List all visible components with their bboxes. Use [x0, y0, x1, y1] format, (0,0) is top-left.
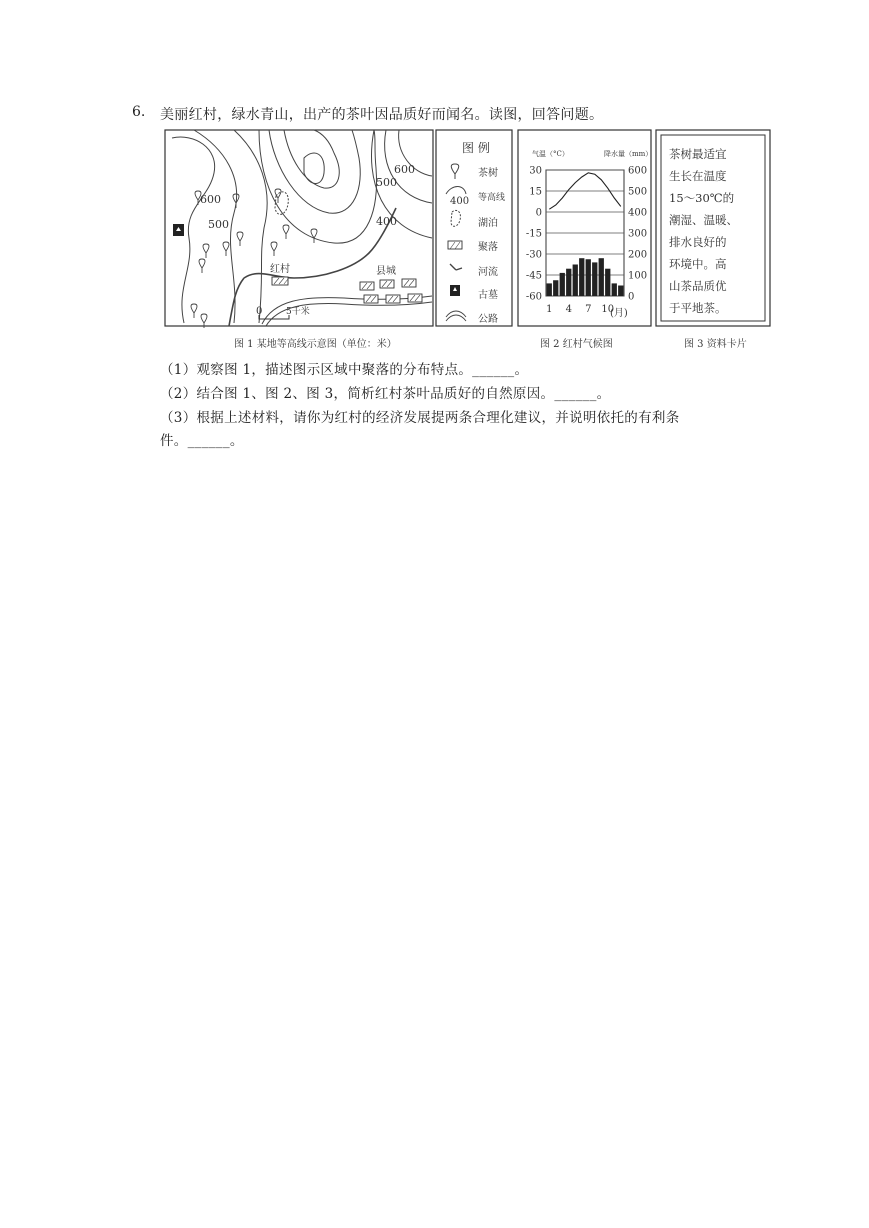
- scale-zero: 0: [256, 306, 263, 317]
- x-axis-unit: (月): [610, 308, 628, 319]
- contour-label: 500: [376, 176, 397, 189]
- x-tick-label: 10: [601, 304, 615, 315]
- contour-label: 600: [200, 193, 221, 206]
- y-left-tick-label: 30: [529, 165, 542, 177]
- legend-panel: [436, 130, 512, 326]
- y-right-axis-title: 降水量（mm）: [604, 150, 653, 158]
- legend-contour-value: 400: [450, 196, 470, 207]
- figure-group: [164, 128, 772, 354]
- precipitation-bar: [566, 269, 571, 296]
- y-right-tick-label: 300: [628, 228, 648, 240]
- precipitation-bar: [560, 273, 565, 296]
- county-label: 县城: [376, 266, 396, 277]
- subquestion-1: （1）观察图 1，描述图示区域中聚落的分布特点。______。: [160, 362, 529, 378]
- legend-label: 等高线: [478, 193, 506, 203]
- precipitation-bar: [618, 286, 623, 297]
- y-right-tick-label: 0: [628, 291, 635, 303]
- y-left-tick-label: -60: [525, 291, 542, 303]
- figure-2-climate-chart: [518, 130, 652, 326]
- y-right-tick-label: 500: [628, 186, 648, 198]
- y-left-tick-label: -30: [525, 249, 542, 261]
- card-line: 于平地茶。: [669, 301, 727, 315]
- y-left-tick-label: -45: [525, 270, 542, 282]
- figure-3-info-card: [656, 130, 770, 326]
- legend-label: 聚落: [478, 242, 498, 253]
- legend-label: 古墓: [478, 290, 498, 301]
- subquestion-3-continued: 件。______。: [160, 433, 244, 449]
- card-line: 环境中。高: [669, 257, 727, 271]
- y-right-tick-label: 200: [628, 249, 648, 261]
- legend-title: 图 例: [462, 141, 490, 155]
- precipitation-bar: [553, 280, 558, 296]
- y-right-tick-label: 100: [628, 270, 648, 282]
- x-tick-label: 4: [565, 304, 572, 315]
- contour-label: 400: [376, 215, 397, 228]
- village-label: 红村: [270, 264, 290, 275]
- precipitation-bar: [573, 265, 578, 297]
- card-line: 15～30℃的: [669, 191, 735, 205]
- card-line: 茶树最适宜: [669, 147, 727, 161]
- subquestion-2: （2）结合图 1、图 2、图 3，简析红村茶叶品质好的自然原因。______。: [160, 386, 611, 402]
- subquestion-3: （3）根据上述材料，请你为红村的经济发展提两条合理化建议，并说明依托的有利条: [160, 410, 680, 426]
- precipitation-bar: [586, 259, 591, 296]
- legend-label: 公路: [478, 314, 498, 325]
- figure-3-caption: 图 3 资料卡片: [684, 339, 747, 350]
- question-stem: 美丽红村，绿水青山，出产的茶叶因品质好而闻名。读图，回答问题。: [160, 107, 604, 123]
- contour-label: 600: [394, 163, 415, 176]
- card-line: 潮湿、温暖、: [669, 213, 738, 227]
- x-tick-label: 1: [546, 304, 553, 315]
- contour-label: 500: [208, 218, 229, 231]
- figure-1-contour-map: [165, 130, 433, 328]
- card-line: 排水良好的: [669, 235, 727, 249]
- card-line: 生长在温度: [669, 169, 727, 183]
- figure-1-caption: 图 1 某地等高线示意图（单位：米）: [234, 339, 397, 350]
- legend-label: 湖泊: [478, 218, 498, 229]
- legend-label: 茶树: [478, 168, 498, 179]
- y-left-tick-label: 0: [535, 207, 542, 219]
- precipitation-bar: [579, 258, 584, 296]
- figure-2-caption: 图 2 红村气候图: [540, 339, 613, 350]
- y-left-tick-label: 15: [529, 186, 542, 198]
- question-number: 6.: [132, 104, 146, 120]
- precipitation-bar: [592, 262, 597, 296]
- legend-label: 河流: [478, 267, 498, 278]
- precipitation-bar: [605, 269, 610, 296]
- card-line: 山茶品质优: [669, 279, 727, 293]
- precipitation-bar: [547, 283, 552, 296]
- x-tick-label: 7: [585, 304, 592, 315]
- y-left-tick-label: -15: [525, 228, 542, 240]
- scale-five: 5千米: [286, 307, 310, 317]
- precipitation-bar: [612, 283, 617, 296]
- y-right-tick-label: 400: [628, 207, 648, 219]
- precipitation-bar: [599, 258, 604, 296]
- y-right-tick-label: 600: [628, 165, 648, 177]
- y-left-axis-title: 气温（°C）: [532, 150, 569, 158]
